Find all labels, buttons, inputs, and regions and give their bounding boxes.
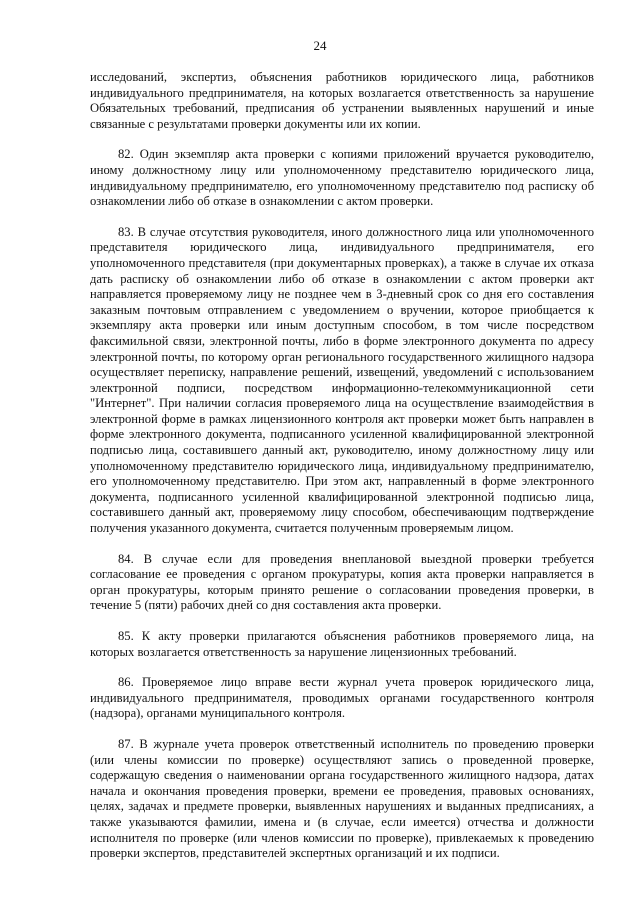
paragraph-82: 82. Один экземпляр акта проверки с копиями приложений вручается руководителю, иному должностному лицу или уполномоченному представителю юридического лица, индивидуальному предпринимателю, его уполномоченному представителю под расписку об ознакомлении либо об отказе в ознакомлении с актом проверки. [90,147,594,209]
page-number: 24 [313,38,327,53]
paragraph-83: 83. В случае отсутствия руководителя, иного должностного лица или уполномоченного представителя юридического лица, индивидуального предпринимателя, его уполномоченного представителя (при документарных проверках), а также в случае их отказа дать расписку об ознакомлении либо об отказе в ознакомлении с актом проверки акт направляется проверяемому лицу не позднее чем в 3-дневный срок со дня его составления заказным почтовым отправлением с уведомлением о вручении, которое приобщается к экземпляру акта проверки или иным доступным способом, в том числе посредством факсимильной связи, электронной почты, либо в форме электронного документа по адресу электронной почты, по которому орган регионального государственного жилищного надзора осуществляет переписку, направление решений, извещений, уведомлений с использованием электронной подписи, посредством информационно-телекоммуникационной сети "Интернет". При наличии согласия проверяемого лица на осуществление взаимодействия в электронной форме в рамках лицензионного контроля акт проверки может быть направлен в форме электронного документа, подписанного усиленной квалифицированной электронной подписью лица, составившего данный акт, руководителю, иному должностному лицу или уполномоченному представителю юридического лица, индивидуальному предпринимателю, его уполномоченному представителю. При этом акт, направленный в форме электронного документа, подписанного усиленной квалифицированной электронной подписью лица, составившего данный акт, проверяемому лицу способом, обеспечивающим подтверждение получения указанного документа, считается полученным проверяемым лицом. [90,224,594,536]
paragraph-85: 85. К акту проверки прилагаются объяснения работников проверяемого лица, на которых возлагается ответственность за нарушение лицензионных требований. [90,629,594,659]
paragraph-continuation: исследований, экспертиз, объяснения работников юридического лица, работников индивидуального предпринимателя, на которых возлагается ответственность за нарушение Обязательных требований, предписания об устранении выявленных нарушений и иные связанные с результатами проверки документы или их копии. [90,70,594,131]
paragraph-84: 84. В случае если для проведения внеплановой выездной проверки требуется согласование ее проведения с органом прокуратуры, копия акта проверки направляется в орган прокуратуры, которым принято решение о согласовании проведения проверки, в течение 5 (пяти) рабочих дней со дня составления акта проверки. [90,551,594,613]
document-body [90,70,594,877]
paragraph-86: 86. Проверяемое лицо вправе вести журнал учета проверок юридического лица, индивидуального предпринимателя, проводимых органами государственного контроля (надзора), органами муниципального контроля. [90,675,594,721]
paragraph-87: 87. В журнале учета проверок ответственный исполнитель по проведению проверки (или члены комиссии по проверке) осуществляют запись о проведенной проверке, содержащую сведения о наименовании органа государственного жилищного надзора, датах начала и окончания проведения проверки, времени ее проведения, правовых основаниях, целях, задачах и предмете проверки, выявленных нарушениях и выданных предписаниях, а также указываются фамилии, имена и (в случае, если имеется) отчества и должности исполнителя по проверке (или членов комиссии по проверке), привлекаемых к проведению проверки экспертов, представителей экспертных организаций и их подписи. [90,736,594,861]
